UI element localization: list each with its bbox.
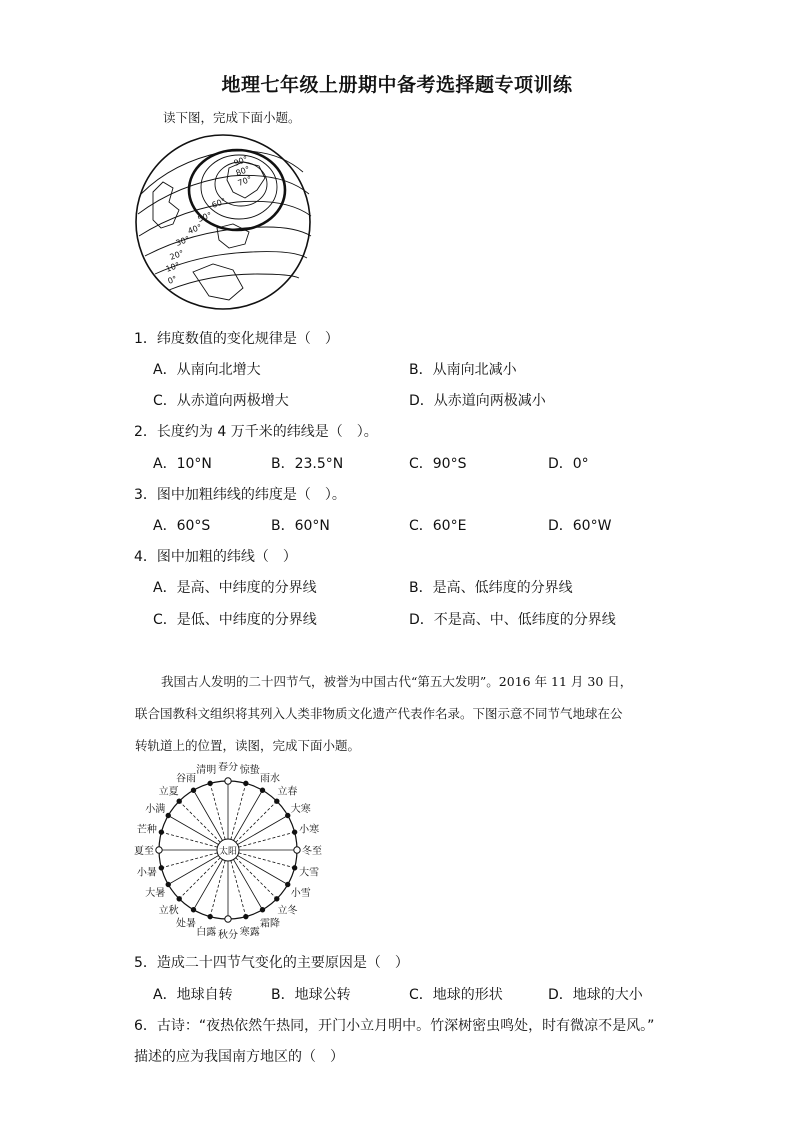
sun-label: 太阳	[218, 847, 238, 857]
question-3-option-b[interactable]: B．60°N	[271, 518, 330, 534]
earth-position-dot	[286, 882, 290, 886]
earth-position-dot	[292, 866, 296, 870]
question-1-option-d[interactable]: D．从赤道向两极减小	[409, 393, 546, 409]
earth-position-dot	[191, 908, 195, 912]
question-4-option-a[interactable]: A．是高、中纬度的分界线	[153, 580, 317, 596]
earth-position-dot	[286, 813, 290, 817]
solar-term-label: 秋分	[218, 930, 238, 941]
earth-position-dot	[166, 882, 170, 886]
earth-position-dot	[275, 799, 279, 803]
question-1-option-c[interactable]: C．从赤道向两极增大	[153, 393, 289, 409]
solar-term-label: 芒种	[136, 824, 157, 836]
earth-position-dot	[275, 897, 279, 901]
earth-position-dot	[292, 830, 296, 834]
solar-term-label: 处暑	[176, 918, 196, 930]
question-3-option-c[interactable]: C．60°E	[409, 518, 467, 534]
question-4-option-b[interactable]: B．是高、低纬度的分界线	[409, 580, 573, 596]
question-1-stem: 1．纬度数值的变化规律是（ ）	[134, 331, 339, 347]
solar-terms-figure	[130, 762, 330, 942]
solar-term-label: 立夏	[158, 786, 179, 798]
earth-position-dot	[166, 813, 170, 817]
earth-position-dot	[208, 781, 212, 785]
solar-term-label: 小雪	[290, 888, 311, 899]
lat-label: 20°	[168, 248, 186, 262]
earth-position-dot	[244, 914, 248, 918]
solar-term-label: 夏至	[134, 846, 154, 857]
question-1-option-a[interactable]: A．从南向北增大	[153, 362, 261, 378]
globe-figure	[133, 132, 313, 312]
question-5-option-d[interactable]: D．地球的大小	[548, 987, 643, 1003]
latitude-30	[139, 201, 311, 236]
solar-term-label: 寒露	[239, 927, 260, 939]
lat-label: 90°	[232, 154, 250, 168]
solar-term-label: 小暑	[136, 867, 157, 879]
question-3-option-a[interactable]: A．60°S	[153, 518, 211, 534]
question-2-option-d[interactable]: D．0°	[548, 456, 589, 472]
latitude-20	[145, 227, 311, 256]
globe-outline	[136, 135, 310, 309]
question-3-stem: 3．图中加粗纬线的纬度是（ ）。	[134, 487, 346, 503]
earth-position-dot	[156, 847, 162, 853]
earth-position-dot	[208, 914, 212, 918]
solar-term-label: 小寒	[299, 824, 320, 836]
earth-position-dot	[191, 788, 195, 792]
page-title: 地理七年级上册期中备考选择题专项训练	[221, 74, 573, 96]
passage-line-2: 联合国教科文组织将其列入人类非物质文化遗产代表作名录。下图示意不同节气地球在公	[135, 706, 623, 721]
lat-label: 30°	[174, 234, 192, 248]
intro-text: 读下图，完成下面小题。	[163, 110, 301, 125]
earth-position-dot	[177, 799, 181, 803]
question-4-stem: 4．图中加粗的纬线（ ）	[134, 549, 297, 565]
continent-africa	[193, 264, 243, 300]
earth-position-dot	[225, 778, 231, 784]
solar-term-label: 白露	[196, 927, 217, 939]
solar-term-label: 惊蛰	[239, 764, 260, 776]
earth-position-dot	[177, 897, 181, 901]
solar-term-label: 清明	[196, 764, 217, 776]
solar-term-label: 春分	[218, 762, 238, 773]
solar-term-label: 冬至	[302, 846, 322, 857]
solar-term-label: 雨水	[260, 773, 280, 785]
earth-position-dot	[260, 788, 264, 792]
lat-label: 40°	[186, 222, 204, 236]
question-6-stem: 6．古诗：“夜热依然午热同，开门小立月明中。竹深树密虫鸣处，时有微凉不是风。”	[134, 1018, 655, 1034]
earth-position-dot	[260, 908, 264, 912]
earth-position-dot	[159, 866, 163, 870]
lat-label: 70°	[236, 174, 254, 188]
passage-line-1: 我国古人发明的二十四节气，被誉为中国古代“第五大发明”。2016 年 11 月 30 日，	[161, 674, 633, 689]
question-2-option-b[interactable]: B．23.5°N	[271, 456, 344, 472]
solar-term-label: 小满	[145, 804, 166, 815]
orbit-diagram	[134, 762, 322, 941]
question-2-option-a[interactable]: A．10°N	[153, 456, 212, 472]
solar-term-label: 立冬	[277, 905, 298, 917]
question-2-stem: 2．长度约为 4 万千米的纬线是（ ）。	[134, 424, 378, 440]
question-5-option-b[interactable]: B．地球公转	[271, 987, 351, 1003]
lat-label: 0°	[166, 274, 179, 286]
solar-term-label: 大寒	[290, 804, 311, 815]
earth-position-dot	[225, 916, 231, 922]
earth-position-dot	[244, 781, 248, 785]
lat-label: 80°	[234, 164, 252, 178]
solar-term-label: 立春	[277, 786, 298, 798]
lat-label: 50°	[196, 210, 214, 224]
question-5-stem: 5．造成二十四节气变化的主要原因是（ ）	[134, 955, 409, 971]
earth-position-dot	[159, 830, 163, 834]
question-4-option-d[interactable]: D．不是高、中、低纬度的分界线	[409, 612, 616, 628]
lat-label: 60°	[210, 196, 228, 210]
question-6-stem-continued: 描述的应为我国南方地区的（ ）	[134, 1049, 344, 1065]
solar-term-label: 霜降	[260, 918, 280, 930]
solar-term-label: 大暑	[145, 888, 166, 899]
question-5-option-a[interactable]: A．地球自转	[153, 987, 233, 1003]
solar-term-label: 立秋	[158, 905, 179, 917]
question-3-option-d[interactable]: D．60°W	[548, 518, 612, 534]
globe-latitude-labels	[165, 155, 253, 286]
solar-term-label: 大雪	[299, 867, 320, 879]
lat-label: 10°	[164, 260, 182, 274]
question-5-option-c[interactable]: C．地球的形状	[409, 987, 503, 1003]
solar-term-label: 谷雨	[176, 773, 196, 785]
question-2-option-c[interactable]: C．90°S	[409, 456, 467, 472]
earth-position-dot	[294, 847, 300, 853]
question-1-option-b[interactable]: B．从南向北减小	[409, 362, 517, 378]
passage-line-3: 转轨道上的位置，读图，完成下面小题。	[135, 738, 361, 753]
question-4-option-c[interactable]: C．是低、中纬度的分界线	[153, 612, 317, 628]
